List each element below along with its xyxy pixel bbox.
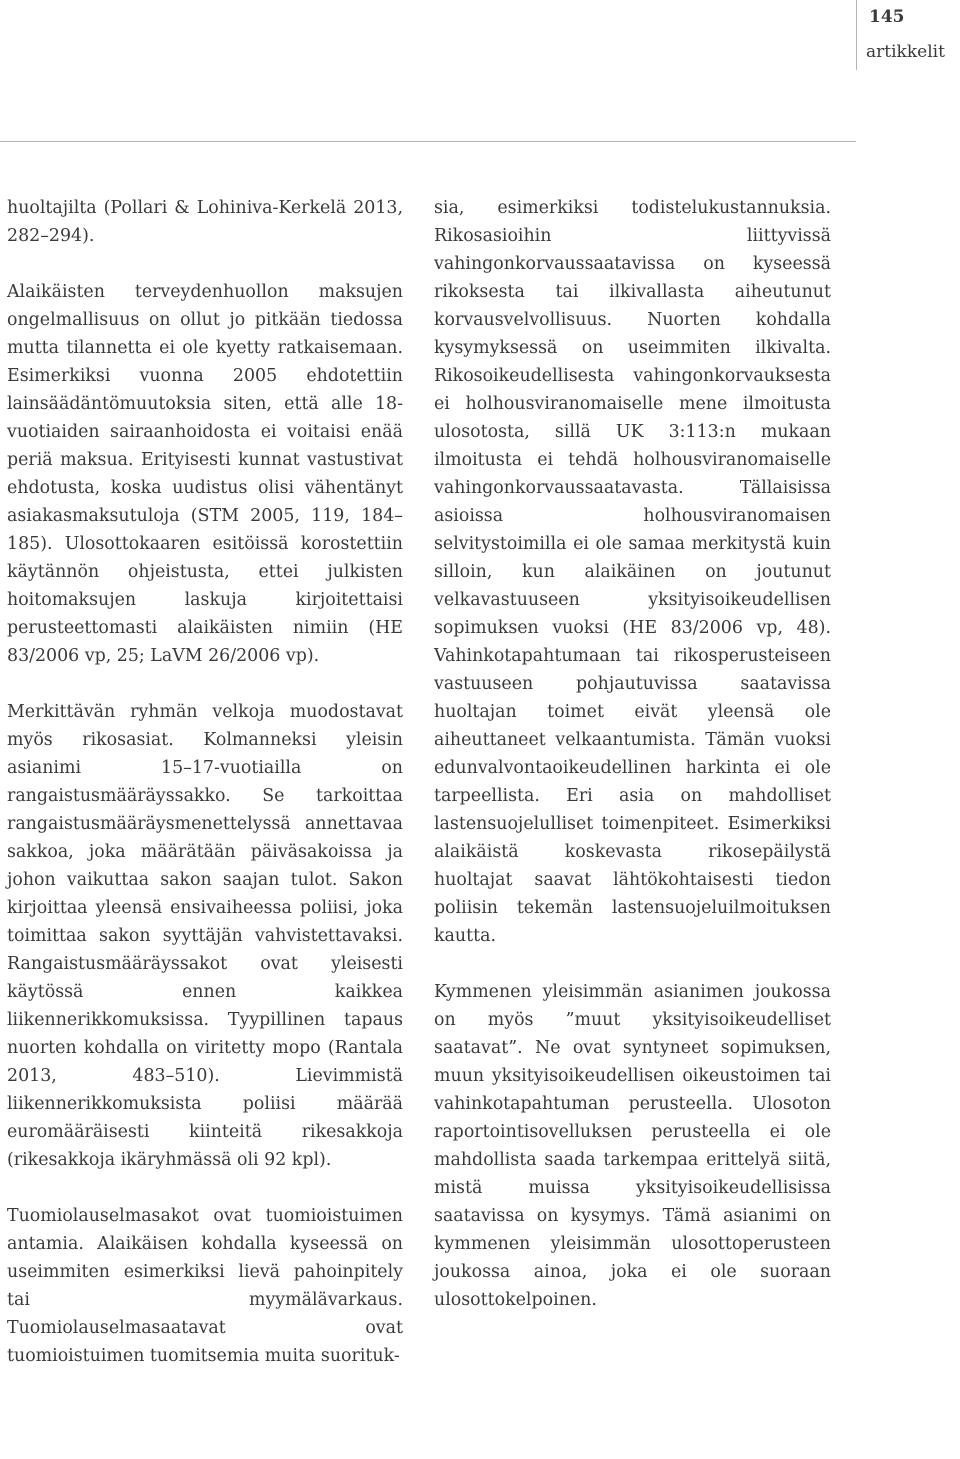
body-paragraph: Merkittävän ryhmän velkoja muodostavat myös rikosasiat. Kolmanneksi yleisin asianimi 15–17-vuotiailla on rangaistusmääräyssakko. Se tarkoittaa rangaistusmääräysmenettelyssä annettavaa sakkoa, joka määrätään päiväsakoissa ja johon vaikuttaa sakon saajan tulot. Sakon kirjoittaa yleensä ensivaiheessa poliisi, joka toimittaa sakon syyttäjän vahvistettavaksi. Rangaistusmääräyssakot ovat yleisesti käytössä ennen kaikkea liikennerikkomuksissa. Tyypillinen tapaus nuorten kohdalla on viritetty mopo (Rantala 2013, 483–510). Lievimmistä liikennerikkomuksista poliisi määrää euromääräisesti kiinteitä rikesakkoja (rikesakkoja ikäryhmässä oli 92 kpl). [7, 702, 403, 1170]
body-paragraph: Tuomiolauselmasakot ovat tuomioistuimen antamia. Alaikäisen kohdalla kyseessä on useimmiten esimerkiksi lievä pahoinpitely tai myymälävarkaus. Tuomiolauselmasaatavat ovat tuomioistuimen tuomitsemia muita suorituk- [7, 1206, 403, 1366]
right-column [434, 194, 831, 1314]
header-divider [856, 0, 857, 70]
page-number: 145 [869, 7, 905, 27]
body-paragraph: Kymmenen yleisimmän asianimen joukossa on myös ”muut yksityisoikeudelliset saatavat”. Ne ovat syntyneet sopimuksen, muun yksityisoikeudellisen oikeustoimen tai vahinkotapahtuman perusteella. Ulosoton raportointisovelluksen perusteella ei ole mahdollista saada tarkempaa erittelyä siitä, mistä muissa yksityisoikeudellisissa saatavissa on kysymys. Tämä asianimi on kymmenen yleisimmän ulosottoperusteen joukossa ainoa, joka ei ole suoraan ulosottokelpoinen. [434, 982, 831, 1310]
section-label: artikkelit [866, 42, 945, 62]
left-column [7, 194, 403, 1370]
body-paragraph: Alaikäisten terveydenhuollon maksujen ongelmallisuus on ollut jo pitkään tiedossa mutta tilannetta ei ole kyetty ratkaisemaan. Esimerkiksi vuonna 2005 ehdotettiin lainsäädäntömuutoksia siten, että alle 18-vuotiaiden sairaanhoidosta ei voitaisi enää periä maksua. Erityisesti kunnat vastustivat ehdotusta, koska uudistus olisi vähentänyt asiakasmaksutuloja (STM 2005, 119, 184–185). Ulosottokaaren esitöissä korostettiin käytännön ohjeistusta, ettei julkisten hoitomaksujen laskuja kirjoitettaisi perusteettomasti alaikäisten nimiin (HE 83/2006 vp, 25; LaVM 26/2006 vp). [7, 282, 403, 666]
body-paragraph: sia, esimerkiksi todistelukustannuksia. Rikosasioihin liittyvissä vahingonkorvaussaatavissa on kyseessä rikoksesta tai ilkivallasta aiheutunut korvausvelvollisuus. Nuorten kohdalla kysymyksessä on useimmiten ilkivalta. Rikosoikeudellisesta vahingonkorvauksesta ei holhousviranomaiselle mene ilmoitusta ulosotosta, sillä UK 3:113:n mukaan ilmoitusta ei tehdä holhousviranomaiselle vahingonkorvaussaatavasta. Tällaisissa asioissa holhousviranomaisen selvitystoimilla ei ole samaa merkitystä kuin silloin, kun alaikäinen on joutunut velkavastuuseen yksityisoikeudellisen sopimuksen vuoksi (HE 83/2006 vp, 48). Vahinkotapahtumaan tai rikosperusteiseen vastuuseen pohjautuvissa saatavissa huoltajan toimet eivät yleensä ole aiheuttaneet velkaantumista. Tämän vuoksi edunvalvontaoikeudellinen harkinta ei ole tarpeellista. Eri asia on mahdolliset lastensuojelulliset toimenpiteet. Esimerkiksi alaikäistä koskevasta rikosepäilystä huoltajat saavat lähtökohtaisesti tiedon poliisin tekemän lastensuojeluilmoituksen kautta. [434, 198, 831, 946]
body-paragraph: huoltajilta (Pollari & Lohiniva-Kerkelä 2013, 282–294). [7, 198, 403, 246]
header-rule [0, 141, 856, 142]
